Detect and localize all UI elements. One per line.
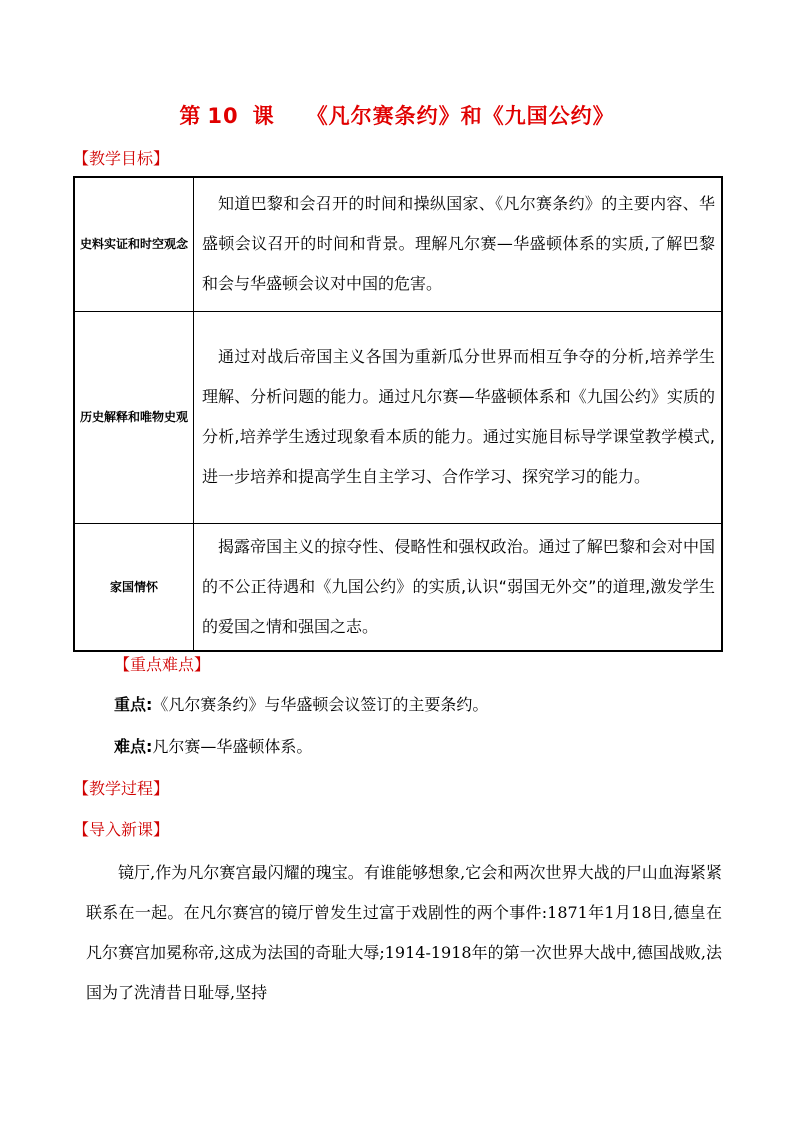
lesson-unit: 课 bbox=[252, 104, 275, 128]
teaching-goals-table bbox=[73, 176, 723, 652]
goal-category-label: 历史解释和唯物史观 bbox=[79, 410, 188, 424]
lesson-prefix: 第 bbox=[179, 104, 202, 128]
lesson-title bbox=[0, 100, 794, 130]
section-heading-key-points: 【重点难点】 bbox=[114, 655, 211, 674]
goal-description: 通过对战后帝国主义各国为重新瓜分世界而相互争夺的分析,培养学生理解、分析问题的能力。通过凡尔赛—华盛顿体系和《九国公约》实质的分析,培养学生透过现象看本质的能力。通过实施目标导学课堂教学模式,进一步培养和提高学生自主学习、合作学习、探究学习的能力。 bbox=[194, 311, 723, 523]
goal-category-label: 家国情怀 bbox=[109, 579, 158, 594]
lesson-title-text: 《凡尔赛条约》和《九国公约》 bbox=[306, 104, 615, 128]
table-row bbox=[74, 311, 722, 523]
goal-category bbox=[74, 311, 194, 523]
table-row bbox=[74, 177, 722, 311]
section-heading-goals: 【教学目标】 bbox=[73, 149, 170, 168]
difficulty-label: 难点: bbox=[114, 737, 153, 756]
goal-category bbox=[74, 177, 194, 311]
difficulty-text: 凡尔赛—华盛顿体系。 bbox=[152, 737, 313, 756]
goal-category-label: 史料实证和时空观念 bbox=[79, 237, 188, 252]
section-heading-process: 【教学过程】 bbox=[73, 779, 170, 798]
goal-description: 揭露帝国主义的掠夺性、侵略性和强权政治。通过了解巴黎和会对中国的不公正待遇和《九国公约》的实质,认识“弱国无外交”的道理,激发学生的爱国之情和强国之志。 bbox=[194, 523, 723, 651]
section-heading-intro: 【导入新课】 bbox=[73, 820, 170, 839]
goal-category bbox=[74, 523, 194, 651]
intro-paragraph: 镜厅,作为凡尔赛宫最闪耀的瑰宝。有谁能够想象,它会和两次世界大战的尸山血海紧紧联系在一起。在凡尔赛宫的镜厅曾发生过富于戏剧性的两个事件:1871年1月18日,德皇在凡尔赛宫加冕称帝,这成为法国的奇耻大辱;1914-1918年的第一次世界大战中,德国战败,法国为了洗清昔日耻辱,坚持 bbox=[86, 863, 722, 1002]
focus-line bbox=[114, 692, 488, 715]
focus-text: 《凡尔赛条约》与华盛顿会议签订的主要条约。 bbox=[152, 695, 489, 714]
lesson-number: 10 bbox=[207, 104, 239, 128]
table-row bbox=[74, 523, 722, 651]
goal-description: 知道巴黎和会召开的时间和操纵国家、《凡尔赛条约》的主要内容、华盛顿会议召开的时间和背景。理解凡尔赛—华盛顿体系的实质,了解巴黎和会与华盛顿会议对中国的危害。 bbox=[194, 177, 723, 311]
difficulty-line bbox=[114, 734, 312, 757]
focus-label: 重点: bbox=[114, 695, 153, 714]
